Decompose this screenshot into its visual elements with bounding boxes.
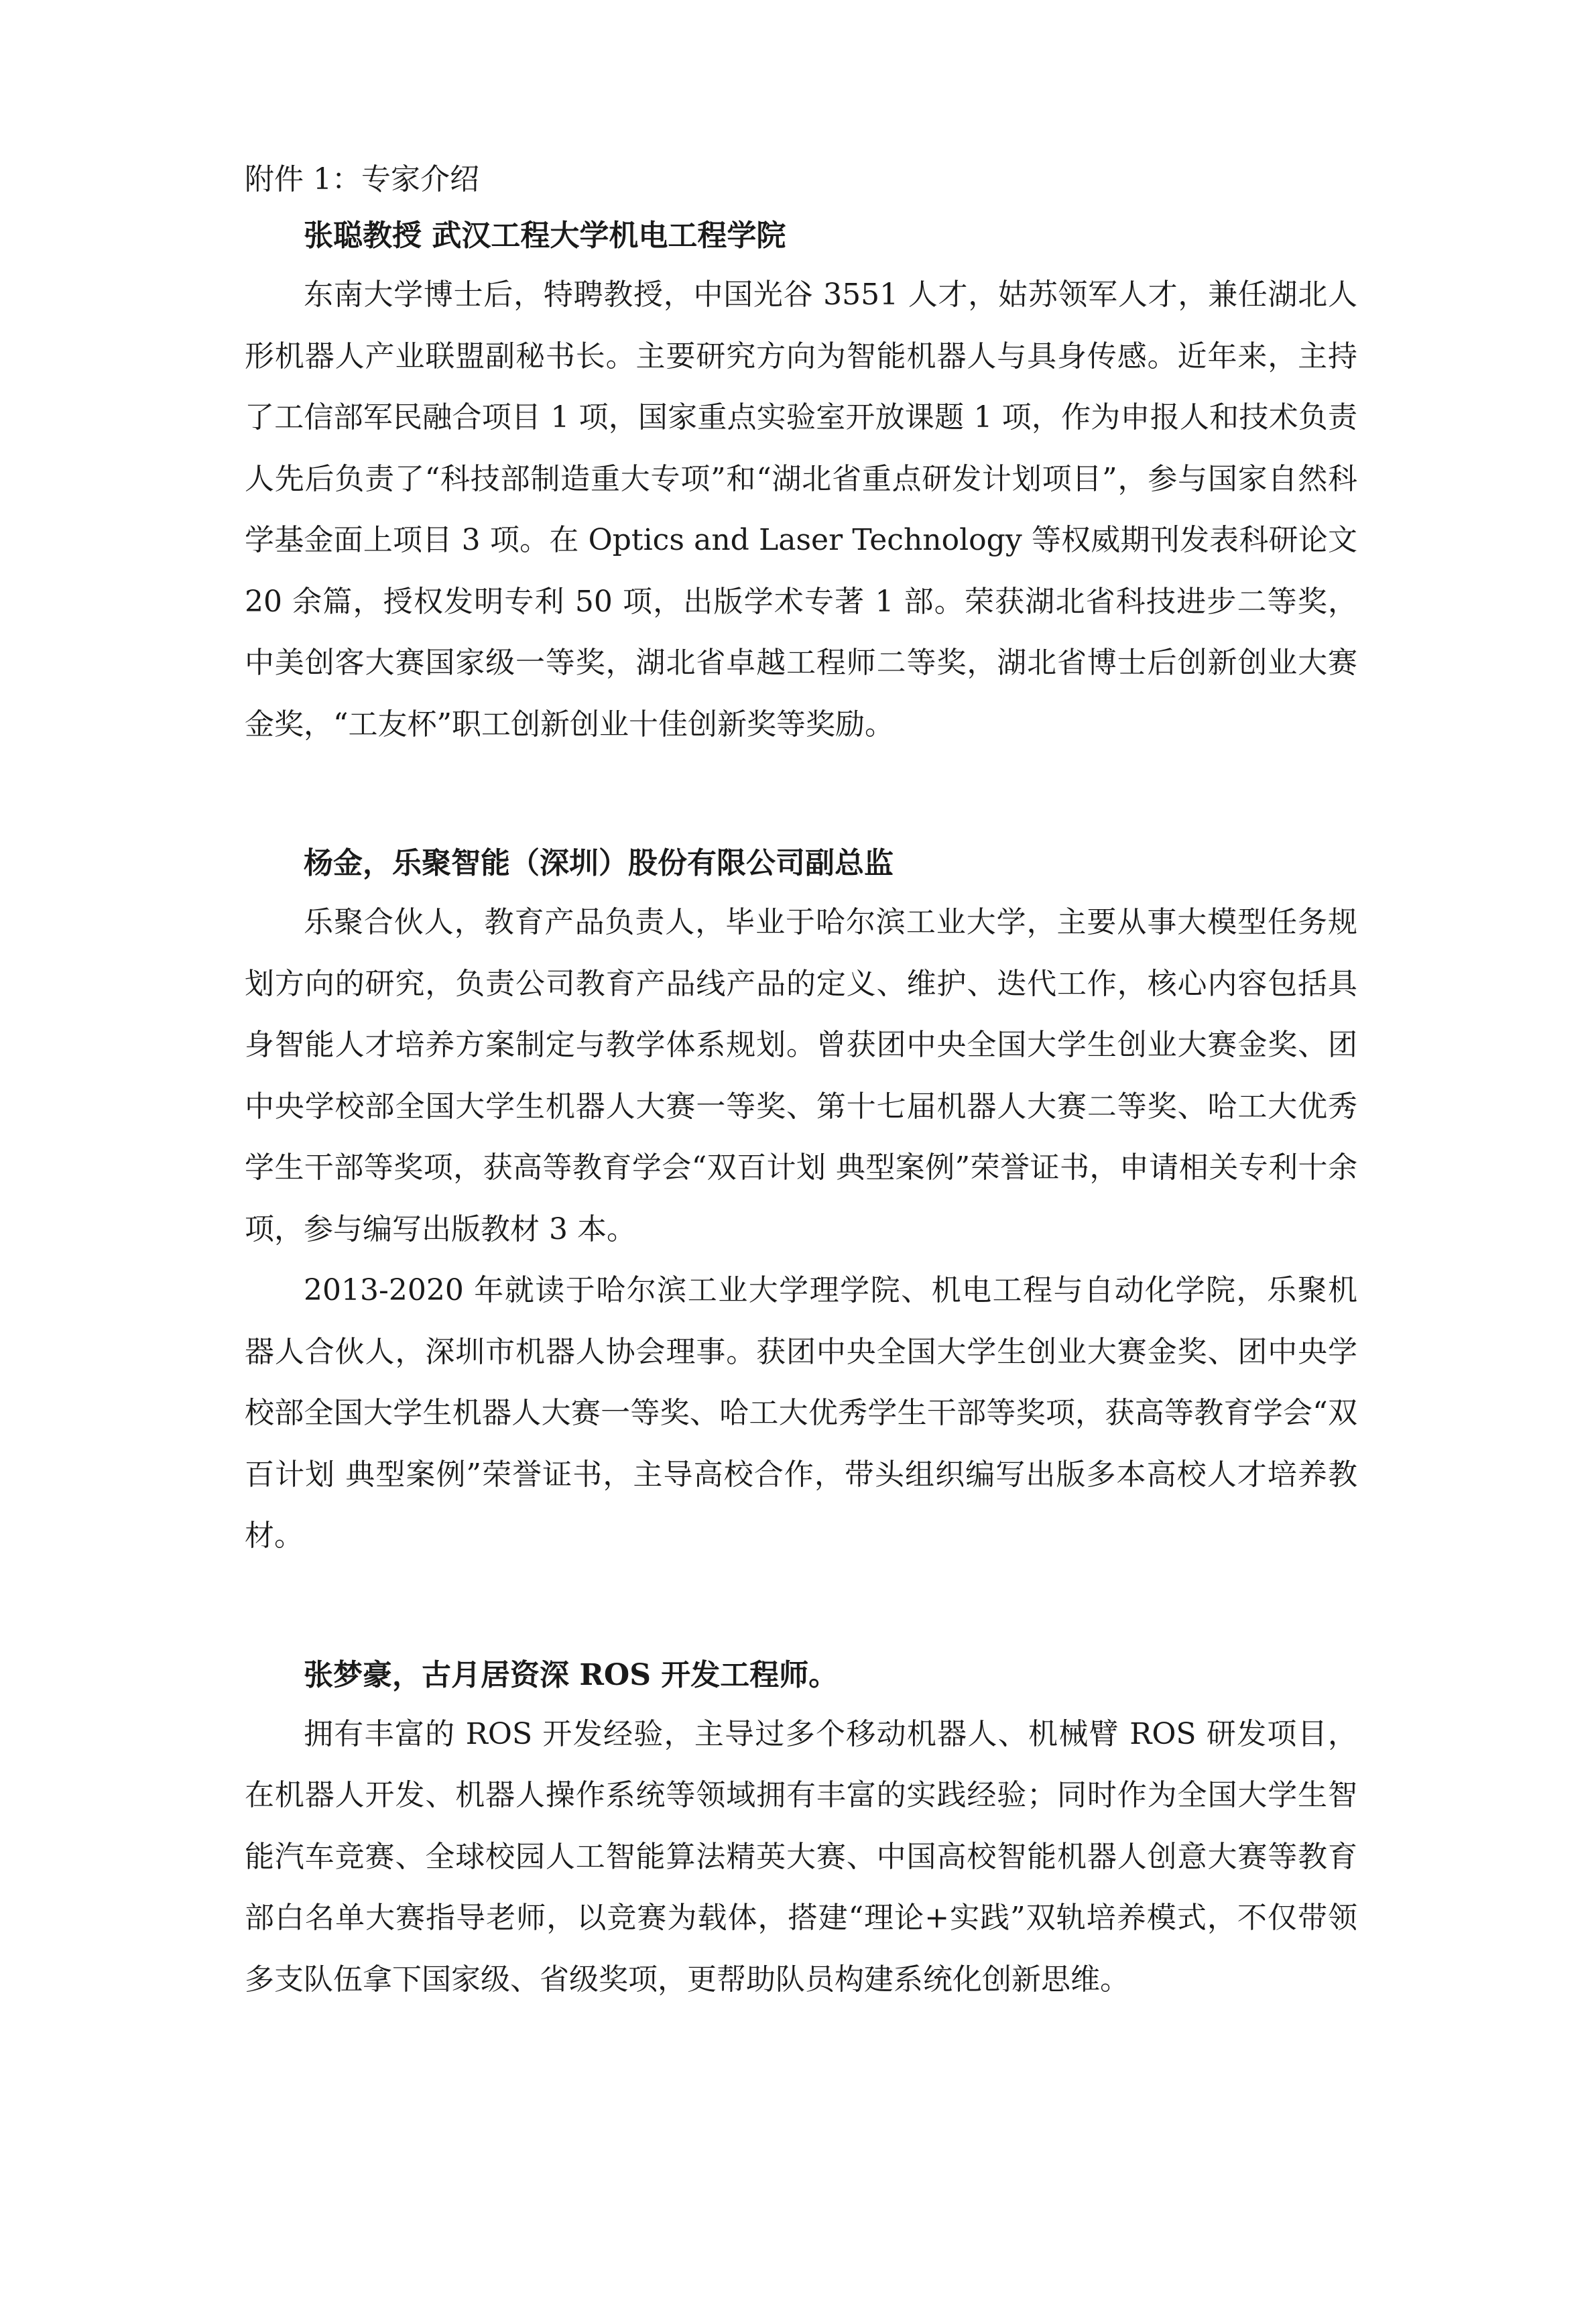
expert-section-1 — [245, 208, 1357, 755]
expert-heading-zhang-menghao: 张梦豪，古月居资深 ROS 开发工程师。 — [304, 1657, 839, 1692]
expert-heading-yang-jin: 杨金，乐聚智能（深圳）股份有限公司副总监 — [304, 846, 894, 880]
document-body — [245, 152, 1357, 2010]
expert-section-3 — [245, 1647, 1357, 2011]
expert-heading-zhang-cong: 张聪教授 武汉工程大学机电工程学院 — [304, 219, 786, 253]
attachment-title: 附件 1：专家介绍 — [245, 162, 479, 196]
section-spacer — [245, 1567, 1357, 1647]
expert-bio-paragraph: 东南大学博士后，特聘教授，中国光谷 3551 人才，姑苏领军人才，兼任湖北人形机器人产业联盟副秘书长。主要研究方向为智能机器人与具身传感。近年来，主持了工信部军民融合项目 1 项，国家重点实验室开放课题 1 项，作为申报人和技术负责人先后负责了“科技部制造重大专项”和“湖北省重点研发计划项目”，参与国家自然科学基金面上项目 3 项。在 Optics and Laser Technology 等权威期刊发表科研论文 20 余篇，授权发明专利 50 项，出版学术专著 1 部。荣获湖北省科技进步二等奖，中美创客大赛国家级一等奖，湖北省卓越工程师二等奖，湖北省博士后创新创业大赛金奖，“工友杯”职工创新创业十佳创新奖等奖励。 — [245, 278, 1357, 742]
expert-bio-paragraph: 2013-2020 年就读于哈尔滨工业大学理学院、机电工程与自动化学院，乐聚机器人合伙人，深圳市机器人协会理事。获团中央全国大学生创业大赛金奖、团中央学校部全国大学生机器人大赛一等奖、哈工大优秀学生干部等奖项，获高等教育学会“双百计划 典型案例”荣誉证书，主导高校合作，带头组织编写出版多本高校人才培养教材。 — [245, 1273, 1357, 1553]
expert-bio-paragraph: 乐聚合伙人，教育产品负责人，毕业于哈尔滨工业大学，主要从事大模型任务规划方向的研究，负责公司教育产品线产品的定义、维护、迭代工作，核心内容包括具身智能人才培养方案制定与教学体系规划。曾获团中央全国大学生创业大赛金奖、团中央学校部全国大学生机器人大赛一等奖、第十七届机器人大赛二等奖、哈工大优秀学生干部等奖项，获高等教育学会“双百计划 典型案例”荣誉证书，申请相关专利十余项，参与编写出版教材 3 本。 — [245, 905, 1357, 1246]
expert-bio-paragraph: 拥有丰富的 ROS 开发经验，主导过多个移动机器人、机械臂 ROS 研发项目，在机器人开发、机器人操作系统等领域拥有丰富的实践经验；同时作为全国大学生智能汽车竞赛、全球校园人工智能算法精英大赛、中国高校智能机器人创意大赛等教育部白名单大赛指导老师，以竞赛为载体，搭建“理论+实践”双轨培养模式，不仅带领多支队伍拿下国家级、省级奖项，更帮助队员构建系统化创新思维。 — [245, 1716, 1357, 1997]
section-spacer — [245, 755, 1357, 835]
expert-section-2 — [245, 835, 1357, 1567]
